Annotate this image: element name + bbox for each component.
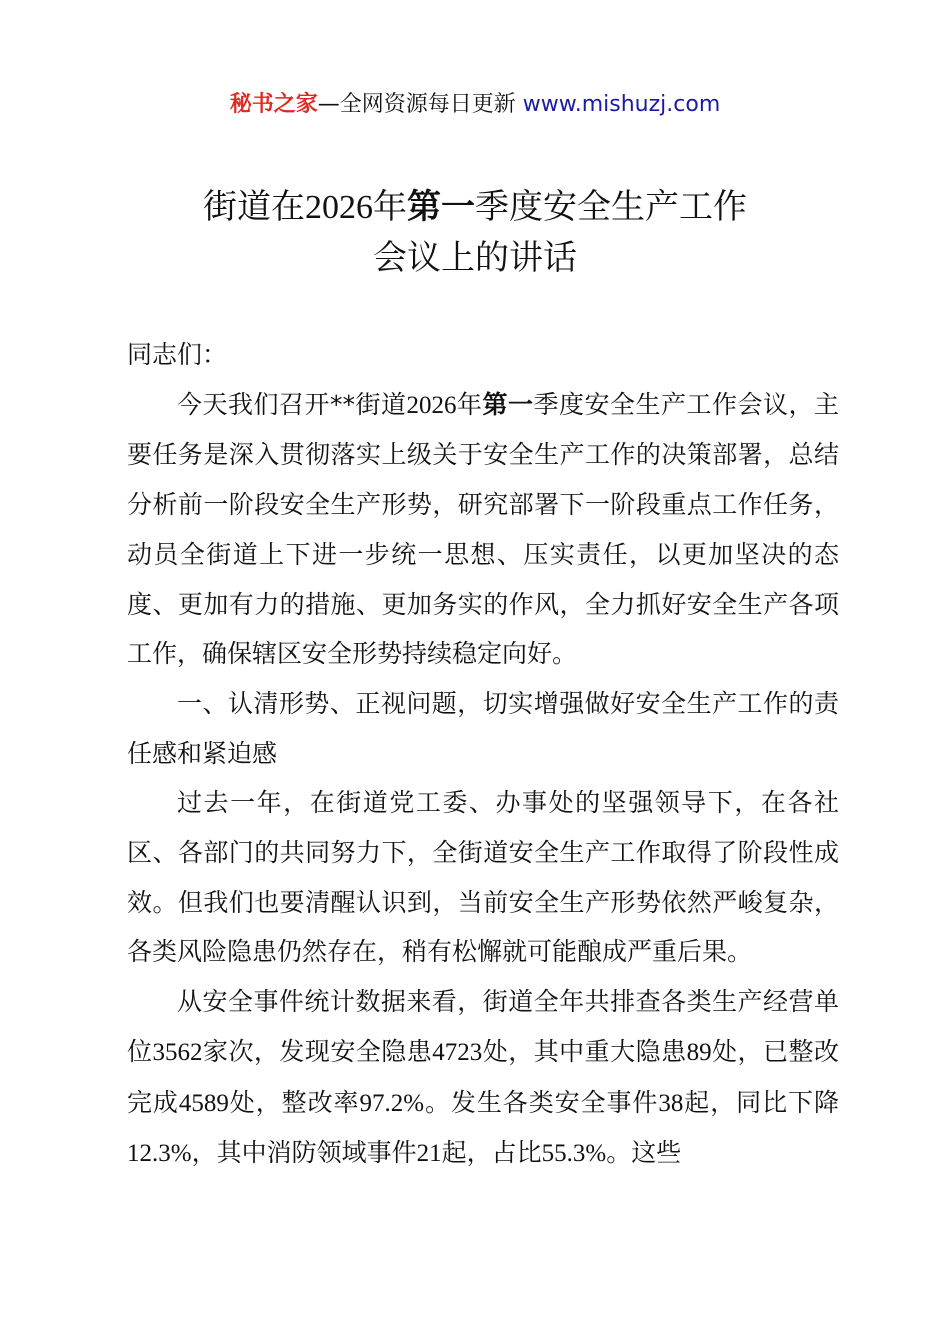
paragraph-intro: 今天我们召开**街道2026年第一季度安全生产工作会议，主要任务是深入贯彻落实上级关于安全生产工作的决策部署，总结分析前一阶段安全生产形势，研究部署下一阶段重点工作任务，动员全街道上下进一步统一思想、压实责任，以更加坚决的态度、更加有力的措施、更加务实的作风，全力抓好安全生产各项工作，确保辖区安全形势持续稳定向好。 xyxy=(127,389,839,669)
document-title xyxy=(0,182,950,283)
site-header xyxy=(0,88,950,122)
salutation: 同志们： xyxy=(127,340,228,369)
paragraph-statistics: 从安全事件统计数据来看，街道全年共排查各类生产经营单位3562家次，发现安全隐患4723处，其中重大隐患89处，已整改完成4589处，整改率97.2%。发生各类安全事件38起，同比下降12.3%，其中消防领域事件21起，占比55.3%。这些 xyxy=(127,987,839,1168)
header-tagline: —全网资源每日更新 xyxy=(317,92,523,117)
title-line-1: 街道在2026年第一季度安全生产工作 xyxy=(203,187,747,227)
paragraph-situation: 过去一年，在街道党工委、办事处的坚强领导下，在各社区、各部门的共同努力下，全街道安全生产工作取得了阶段性成效。但我们也要清醒认识到，当前安全生产形势依然严峻复杂，各类风险隐患仍然存在，稍有松懈就可能酿成严重后果。 xyxy=(127,788,839,967)
brand-name: 秘书之家 xyxy=(229,92,318,117)
document-body xyxy=(127,330,839,1179)
site-url-link[interactable]: www.mishuzj.com xyxy=(522,92,721,117)
section-heading-1: 一、认清形势、正视问题，切实增强做好安全生产工作的责任感和紧迫感 xyxy=(127,688,839,768)
title-line-2: 会议上的讲话 xyxy=(373,238,577,278)
